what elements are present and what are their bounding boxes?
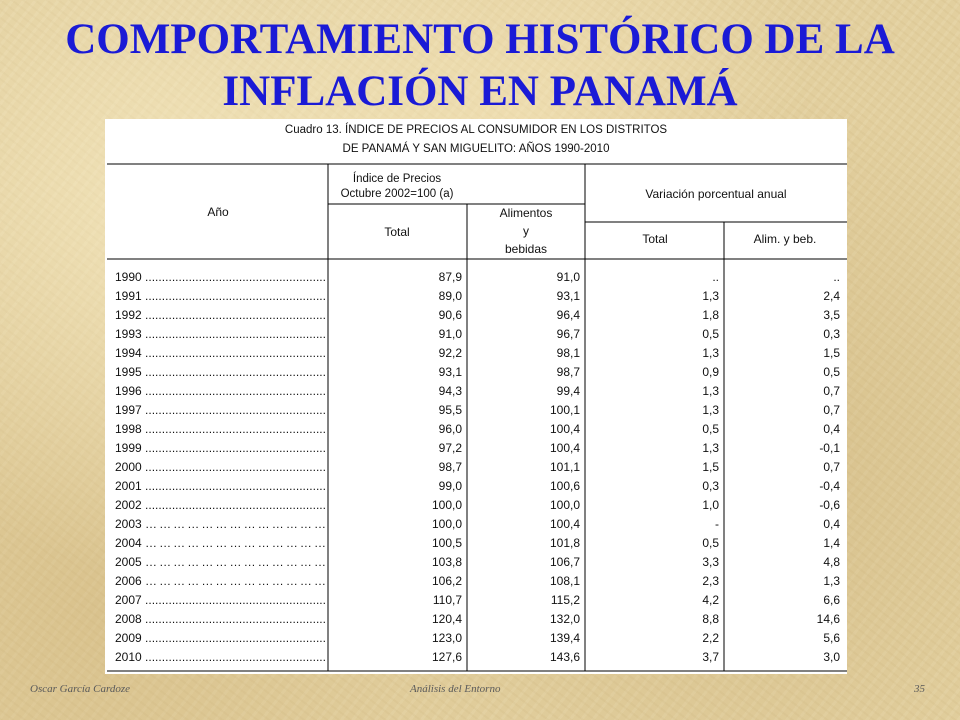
cell-year: 2007 <box>115 593 142 607</box>
cell-index-total: 89,0 <box>438 289 462 303</box>
table-caption-line-2: DE PANAMÁ Y SAN MIGUELITO: AÑOS 1990-2010 <box>342 143 610 155</box>
cell-index-food: 139,4 <box>549 631 580 645</box>
cell-var-food: 1,5 <box>823 346 840 360</box>
cell-var-total: 1,3 <box>702 346 719 360</box>
cell-year: 2008 <box>115 612 142 626</box>
dot-leader: ...................................................... <box>145 346 326 360</box>
header-index-food-line-2: y <box>523 224 529 238</box>
dot-leader: ………………………………… <box>145 574 326 588</box>
header-index-food-line-1: Alimentos <box>499 206 553 220</box>
cell-year: 1990 <box>115 270 142 284</box>
cell-year: 2006 <box>115 574 142 588</box>
cell-year: 1995 <box>115 365 142 379</box>
table-row <box>115 327 840 341</box>
cell-year: 2002 <box>115 498 142 512</box>
cell-var-total: 0,5 <box>702 422 719 436</box>
cell-year: 2001 <box>115 479 142 493</box>
cell-index-food: 106,7 <box>549 555 580 569</box>
cell-year: 1993 <box>115 327 142 341</box>
cell-index-food: 100,4 <box>549 517 580 531</box>
cell-var-total: 0,3 <box>702 479 719 493</box>
cell-index-total: 92,2 <box>438 346 462 360</box>
table-row <box>115 308 840 322</box>
table-row <box>115 346 840 360</box>
cell-var-food: 0,7 <box>823 460 840 474</box>
table-image <box>105 119 847 674</box>
dot-leader: ...................................................... <box>145 441 326 455</box>
cell-year: 2005 <box>115 555 142 569</box>
cell-year: 1992 <box>115 308 142 322</box>
header-index-group-line-2: Octubre 2002=100 (a) <box>340 188 454 200</box>
table-row <box>115 422 840 436</box>
table-row <box>115 384 840 398</box>
cell-var-food: -0,4 <box>819 479 840 493</box>
header-index-food-line-3: bebidas <box>504 242 548 256</box>
cell-var-food: 6,6 <box>823 593 840 607</box>
cell-var-food: 5,6 <box>823 631 840 645</box>
cell-var-total: 0,5 <box>702 536 719 550</box>
cell-index-food: 143,6 <box>549 650 580 664</box>
cell-var-total: 1,0 <box>702 498 719 512</box>
cell-index-food: 101,1 <box>549 460 580 474</box>
cell-var-food: 1,4 <box>823 536 840 550</box>
table-row <box>115 289 840 303</box>
dot-leader: ...................................................... <box>145 460 326 474</box>
cell-year: 2010 <box>115 650 142 664</box>
cell-var-total: 4,2 <box>702 593 719 607</box>
cell-index-total: 120,4 <box>431 612 462 626</box>
dot-leader: ...................................................... <box>145 270 326 284</box>
table-row <box>115 403 840 417</box>
cell-var-food: 0,5 <box>823 365 840 379</box>
dot-leader: ...................................................... <box>145 612 326 626</box>
dot-leader: ...................................................... <box>145 365 326 379</box>
dot-leader: ...................................................... <box>145 289 326 303</box>
cell-index-total: 93,1 <box>438 365 462 379</box>
cell-year: 2003 <box>115 517 142 531</box>
cell-index-food: 99,4 <box>556 384 580 398</box>
cell-var-total: 1,3 <box>702 403 719 417</box>
cell-var-total: .. <box>712 270 719 284</box>
table-row <box>115 593 840 607</box>
table-row <box>115 365 840 379</box>
cell-index-food: 98,7 <box>556 365 580 379</box>
cell-var-food: 0,4 <box>823 517 840 531</box>
cpi-table <box>105 119 847 674</box>
cell-index-total: 96,0 <box>438 422 462 436</box>
header-year: Año <box>207 205 229 219</box>
table-row <box>115 498 840 512</box>
cell-var-food: 1,3 <box>823 574 840 588</box>
cell-year: 1991 <box>115 289 142 303</box>
table-row <box>115 555 840 569</box>
footer-course: Análisis del Entorno <box>410 683 501 695</box>
cell-var-total: 1,3 <box>702 441 719 455</box>
table-row <box>115 574 840 588</box>
table-row <box>115 441 840 455</box>
table-row <box>115 479 840 493</box>
cell-index-food: 132,0 <box>549 612 580 626</box>
cell-index-total: 127,6 <box>431 650 462 664</box>
cell-year: 1994 <box>115 346 142 360</box>
dot-leader: ...................................................... <box>145 593 326 607</box>
header-variation-food: Alim. y beb. <box>753 232 817 246</box>
cell-var-food: 4,8 <box>823 555 840 569</box>
footer-author: Oscar García Cardoze <box>30 683 131 695</box>
cell-var-total: 2,2 <box>702 631 719 645</box>
header-index-total: Total <box>384 225 410 239</box>
cell-var-food: 3,5 <box>823 308 840 322</box>
cell-year: 1996 <box>115 384 142 398</box>
cell-index-total: 90,6 <box>438 308 462 322</box>
dot-leader: ...................................................... <box>145 384 326 398</box>
cell-year: 2004 <box>115 536 142 550</box>
cell-var-food: 0,7 <box>823 403 840 417</box>
cell-var-food: 0,3 <box>823 327 840 341</box>
cell-index-food: 91,0 <box>556 270 580 284</box>
dot-leader: ...................................................... <box>145 422 326 436</box>
cell-index-total: 106,2 <box>431 574 462 588</box>
cell-index-food: 101,8 <box>549 536 580 550</box>
header-index-group-line-1: Índice de Precios <box>352 173 442 185</box>
dot-leader: ………………………………… <box>145 517 326 531</box>
cell-index-food: 108,1 <box>549 574 580 588</box>
cell-var-total: 1,3 <box>702 289 719 303</box>
cell-var-food: .. <box>833 270 840 284</box>
dot-leader: ………………………………… <box>145 536 326 550</box>
dot-leader: ………………………………… <box>145 555 326 569</box>
cell-index-food: 96,4 <box>556 308 580 322</box>
cell-index-food: 100,4 <box>549 422 580 436</box>
cell-var-food: 0,7 <box>823 384 840 398</box>
cell-var-total: 8,8 <box>702 612 719 626</box>
cell-index-food: 96,7 <box>556 327 580 341</box>
cell-index-food: 100,4 <box>549 441 580 455</box>
cell-var-total: 2,3 <box>702 574 719 588</box>
cell-index-total: 98,7 <box>438 460 462 474</box>
cell-var-total: 0,9 <box>702 365 719 379</box>
cell-index-food: 100,6 <box>549 479 580 493</box>
dot-leader: ...................................................... <box>145 631 326 645</box>
cell-var-food: 14,6 <box>816 612 840 626</box>
cell-var-total: 1,8 <box>702 308 719 322</box>
cell-year: 1997 <box>115 403 142 417</box>
dot-leader: ...................................................... <box>145 498 326 512</box>
table-row <box>115 460 840 474</box>
cell-year: 1999 <box>115 441 142 455</box>
cell-index-total: 95,5 <box>438 403 462 417</box>
table-caption-line-1: Cuadro 13. ÍNDICE DE PRECIOS AL CONSUMIDOR EN LOS DISTRITOS <box>284 124 668 136</box>
header-variation-group: Variación porcentual anual <box>645 187 787 201</box>
dot-leader: ...................................................... <box>145 403 326 417</box>
dot-leader: ...................................................... <box>145 479 326 493</box>
slide-title-line-2: INFLACIÓN EN PANAMÁ <box>222 68 738 115</box>
table-row <box>115 517 840 531</box>
cell-index-food: 98,1 <box>556 346 580 360</box>
cell-index-food: 93,1 <box>556 289 580 303</box>
dot-leader: ...................................................... <box>145 327 326 341</box>
cell-index-total: 100,0 <box>431 517 462 531</box>
dot-leader: ...................................................... <box>145 308 326 322</box>
cell-var-food: -0,6 <box>819 498 840 512</box>
cell-var-total: 1,3 <box>702 384 719 398</box>
cell-var-total: 1,5 <box>702 460 719 474</box>
cell-year: 2000 <box>115 460 142 474</box>
cell-index-food: 100,1 <box>549 403 580 417</box>
cell-var-total: - <box>715 517 719 531</box>
cell-index-food: 115,2 <box>550 593 580 607</box>
cell-year: 1998 <box>115 422 142 436</box>
table-row <box>115 270 840 284</box>
cell-index-total: 94,3 <box>438 384 462 398</box>
cell-index-total: 103,8 <box>431 555 462 569</box>
cell-var-food: -0,1 <box>819 441 840 455</box>
cell-var-total: 0,5 <box>702 327 719 341</box>
cell-index-total: 110,7 <box>432 593 462 607</box>
table-body <box>115 270 840 664</box>
header-variation-total: Total <box>642 232 668 246</box>
cell-var-food: 0,4 <box>823 422 840 436</box>
cell-var-food: 2,4 <box>823 289 840 303</box>
cell-var-total: 3,3 <box>702 555 719 569</box>
cell-index-total: 100,0 <box>431 498 462 512</box>
dot-leader: ...................................................... <box>145 650 326 664</box>
slide-title <box>0 14 960 118</box>
cell-index-total: 97,2 <box>438 441 462 455</box>
table-row <box>115 536 840 550</box>
cell-year: 2009 <box>115 631 142 645</box>
table-row <box>115 650 840 664</box>
cell-index-total: 91,0 <box>438 327 462 341</box>
table-row <box>115 612 840 626</box>
cell-var-total: 3,7 <box>702 650 719 664</box>
footer-page-number: 35 <box>914 683 925 695</box>
cell-index-total: 123,0 <box>431 631 462 645</box>
cell-index-total: 100,5 <box>431 536 462 550</box>
cell-index-food: 100,0 <box>549 498 580 512</box>
cell-index-total: 99,0 <box>438 479 462 493</box>
cell-index-total: 87,9 <box>438 270 462 284</box>
table-row <box>115 631 840 645</box>
cell-var-food: 3,0 <box>823 650 840 664</box>
slide-title-line-1: COMPORTAMIENTO HISTÓRICO DE LA <box>65 16 895 63</box>
